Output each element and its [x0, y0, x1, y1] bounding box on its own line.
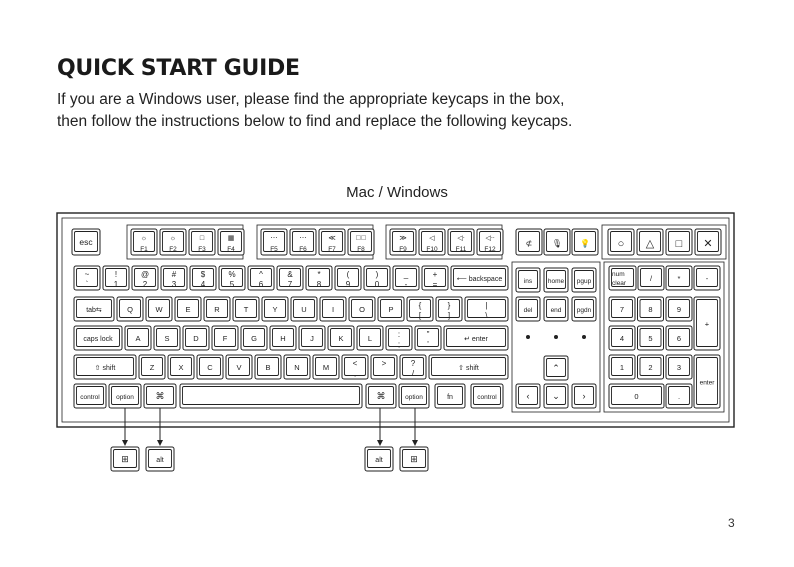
key-bracket-0-top: {: [418, 301, 422, 310]
key-num-3-label: 3: [676, 363, 682, 372]
intro-line-2: then follow the instructions below to find and replace the following keycaps.: [57, 113, 573, 130]
nav-dot-3: [582, 335, 586, 339]
key-esc-label: esc: [79, 237, 93, 247]
numclear-top: num: [612, 271, 625, 278]
fkey-glyph-f8: ▶ॏ: [355, 235, 367, 242]
key-capslock-label: caps lock: [83, 336, 113, 343]
page-number: 3: [728, 516, 735, 530]
fkey-glyph-f12: ◁ᐧᐧ: [485, 235, 495, 242]
key-num-9-label: 9: [676, 305, 682, 314]
key-o-label: O: [359, 305, 365, 314]
key-h-label: H: [280, 334, 286, 343]
arrow-right-1-head: [377, 440, 383, 446]
intro-line-1: If you are a Windows user, please find the appropriate keycaps in the box,: [57, 91, 565, 108]
key-num-2-bottom: 2: [142, 280, 148, 289]
key-bracket-1-bottom: ]: [447, 311, 451, 320]
key-num-minus-label: -: [705, 274, 709, 283]
key-num-2-top: @: [140, 270, 150, 279]
key-l-label: L: [367, 334, 373, 343]
key-num-12-top: +: [432, 270, 438, 279]
fkey-label-f10: F10: [426, 246, 438, 253]
key-home-label: home: [547, 278, 565, 285]
fkey-glyph-f1: ☼: [140, 235, 148, 242]
key-num-4-label: 4: [619, 334, 625, 343]
replacement-win-right-label: ⊞: [410, 454, 418, 464]
key-g-label: G: [251, 334, 257, 343]
arrow-left-1-head: [122, 440, 128, 446]
media-glyph-1: ⊄: [525, 239, 533, 248]
key-z-label: Z: [149, 363, 155, 372]
numclear-bottom: clear: [612, 280, 627, 287]
key-num-7-label: 7: [619, 305, 625, 314]
fkey-glyph-f11: ◁ᐧ: [457, 235, 465, 242]
key-num-8-label: 8: [648, 305, 653, 314]
key-del-label: del: [523, 307, 533, 314]
key-space: [180, 384, 362, 408]
fkey-label-f5: F5: [270, 246, 278, 253]
key-num-10-bottom: 0: [374, 280, 380, 289]
key-y-label: Y: [272, 305, 278, 314]
key-backslash-top: |: [485, 301, 488, 310]
key-num-star-label: *: [677, 274, 681, 283]
arrow-left-2-head: [157, 440, 163, 446]
key-shiftpunct-2-top: ?: [410, 359, 416, 368]
key-num-7-bottom: 7: [287, 280, 293, 289]
key-num-3-bottom: 3: [171, 280, 177, 289]
key-bracket-1-top: }: [447, 301, 451, 310]
key-backslash-bottom: \: [485, 311, 488, 320]
key-n-label: N: [294, 363, 300, 372]
key-left-shift-label: ⇧ shift: [94, 365, 116, 372]
key-punct-1-bottom: ': [427, 340, 429, 349]
key-num-0-top: ~: [84, 270, 90, 279]
media-glyph-3: 💡: [580, 239, 590, 248]
key-num-11-bottom: -: [404, 280, 408, 289]
key-a-label: A: [135, 334, 141, 343]
fkey-glyph-f5: ⋯: [270, 235, 278, 242]
key-num-9-bottom: 9: [345, 280, 351, 289]
key-shiftpunct-0-top: <: [352, 359, 358, 368]
key-enter-label: ↵ enter: [464, 336, 488, 343]
fkey-label-f8: F8: [357, 246, 365, 253]
key-num-6-label: 6: [676, 334, 682, 343]
fkey-glyph-f2: ☼: [169, 235, 177, 242]
key-t-label: T: [243, 305, 249, 314]
key-w-label: W: [155, 305, 163, 314]
key-punct-1-top: ": [426, 330, 430, 339]
key-option-label: option: [116, 394, 134, 401]
nav-dot-2: [554, 335, 558, 339]
key-right-shift-label: ⇧ shift: [458, 365, 479, 372]
key-num-0-label: 0: [634, 392, 639, 401]
key-m-label: M: [322, 363, 330, 372]
key-num-7-top: &: [287, 270, 293, 279]
key-num-4-top: $: [200, 270, 206, 279]
key-arrow-1-label: ⌄: [552, 391, 560, 401]
key-b-label: B: [265, 363, 271, 372]
key-num-plus-label: +: [704, 319, 710, 329]
key-fn-label: fn: [447, 394, 453, 401]
media-glyph-2: 🎙: [551, 239, 563, 248]
symbol-glyph-4: ✕: [703, 238, 713, 250]
key-num-1-bottom: 1: [113, 280, 119, 289]
key-s-label: S: [164, 334, 170, 343]
fkey-label-f6: F6: [299, 246, 307, 253]
key-k-label: K: [338, 334, 344, 343]
key-num-6-bottom: 6: [258, 280, 264, 289]
key-num-2-label: 2: [648, 363, 653, 372]
key-arrow-2-label: ›: [582, 391, 586, 401]
key-shiftpunct-2-bottom: /: [411, 369, 415, 378]
key-q-label: Q: [127, 305, 133, 314]
key-num-1-label: 1: [619, 363, 625, 372]
key-c-label: C: [207, 363, 213, 372]
key-num-3-top: #: [171, 270, 177, 279]
fkey-glyph-f7: ≪: [328, 235, 336, 242]
key-num-1-top: !: [114, 270, 118, 279]
key-pgup-label: pgup: [576, 278, 592, 285]
fkey-glyph-f10: ◁: [429, 235, 435, 242]
key-u-label: U: [301, 305, 307, 314]
key-num-8-bottom: 8: [316, 280, 322, 289]
symbol-glyph-2: △: [645, 238, 655, 250]
symbol-glyph-1: ○: [617, 238, 625, 250]
arrow-right-2-head: [412, 440, 418, 446]
replacement-win-left-label: ⊞: [121, 454, 129, 464]
key-shiftpunct-0-bottom: ,: [353, 369, 357, 378]
key-num-slash-label: /: [649, 274, 653, 283]
replacement-alt-left-label: alt: [156, 457, 164, 464]
fkey-glyph-f9: ≫: [399, 235, 407, 242]
page-title: QUICK START GUIDE: [57, 56, 300, 81]
key-ins-label: ins: [523, 278, 533, 285]
key-num-5-top: %: [228, 270, 236, 279]
fkey-glyph-f4: ▦: [227, 235, 235, 242]
key-command-right-label: ⌘: [376, 391, 386, 401]
key-bracket-0-bottom: [: [418, 311, 422, 320]
key-num-5-bottom: 5: [229, 280, 235, 289]
key-option-right-label: option: [405, 394, 423, 401]
key-v-label: V: [236, 363, 242, 372]
key-num-9-top: (: [346, 270, 350, 279]
fkey-glyph-f6: ⋯: [299, 235, 307, 242]
fkey-label-f11: F11: [455, 246, 467, 253]
key-num-5-label: 5: [648, 334, 653, 343]
key-d-label: D: [193, 334, 199, 343]
key-end-label: end: [550, 307, 562, 314]
fkey-label-f1: F1: [140, 246, 148, 253]
key-control-right-label: control: [477, 394, 497, 401]
fkey-glyph-f3: □: [199, 235, 205, 242]
key-pgdn-label: pgdn: [576, 307, 592, 314]
nav-dot-1: [526, 335, 530, 339]
key-num-0-bottom: `: [85, 280, 89, 289]
fkey-label-f7: F7: [328, 246, 336, 253]
key-p-label: P: [388, 305, 394, 314]
fkey-label-f12: F12: [484, 246, 496, 253]
key-num-8-top: *: [317, 270, 321, 279]
key-x-label: X: [178, 363, 184, 372]
key-num-6-top: ^: [259, 270, 263, 279]
key-command-label: ⌘: [155, 391, 165, 401]
key-shiftpunct-1-bottom: .: [382, 369, 386, 378]
key-i-label: I: [331, 305, 335, 314]
key-num-11-top: _: [403, 270, 409, 279]
key-up-label: ⌃: [552, 363, 560, 373]
replacement-alt-right-label: alt: [375, 457, 383, 464]
key-num-dot-label: .: [677, 392, 681, 401]
fkey-label-f3: F3: [198, 246, 206, 253]
key-num-10-top: ): [375, 270, 379, 279]
key-arrow-0-label: ‹: [526, 391, 530, 401]
key-num-4-bottom: 4: [200, 280, 206, 289]
fkey-label-f2: F2: [169, 246, 177, 253]
key-shiftpunct-1-top: >: [381, 359, 387, 368]
layout-caption: Mac / Windows: [346, 184, 448, 201]
key-punct-0-top: :: [397, 330, 401, 339]
key-f-label: F: [222, 334, 228, 343]
key-num-12-bottom: =: [432, 280, 438, 289]
key-control-label: control: [80, 394, 100, 401]
fkey-label-f9: F9: [399, 246, 407, 253]
key-backspace-label: ⟵ backspace: [456, 276, 503, 283]
fkey-label-f4: F4: [227, 246, 235, 253]
key-r-label: R: [214, 305, 220, 314]
key-j-label: J: [310, 334, 314, 343]
key-e-label: E: [185, 305, 191, 314]
key-punct-0-bottom: ;: [397, 340, 401, 349]
key-num-enter-label: enter: [699, 379, 715, 387]
key-tab-label: tab⇆: [86, 307, 102, 314]
symbol-glyph-3: □: [675, 238, 683, 250]
